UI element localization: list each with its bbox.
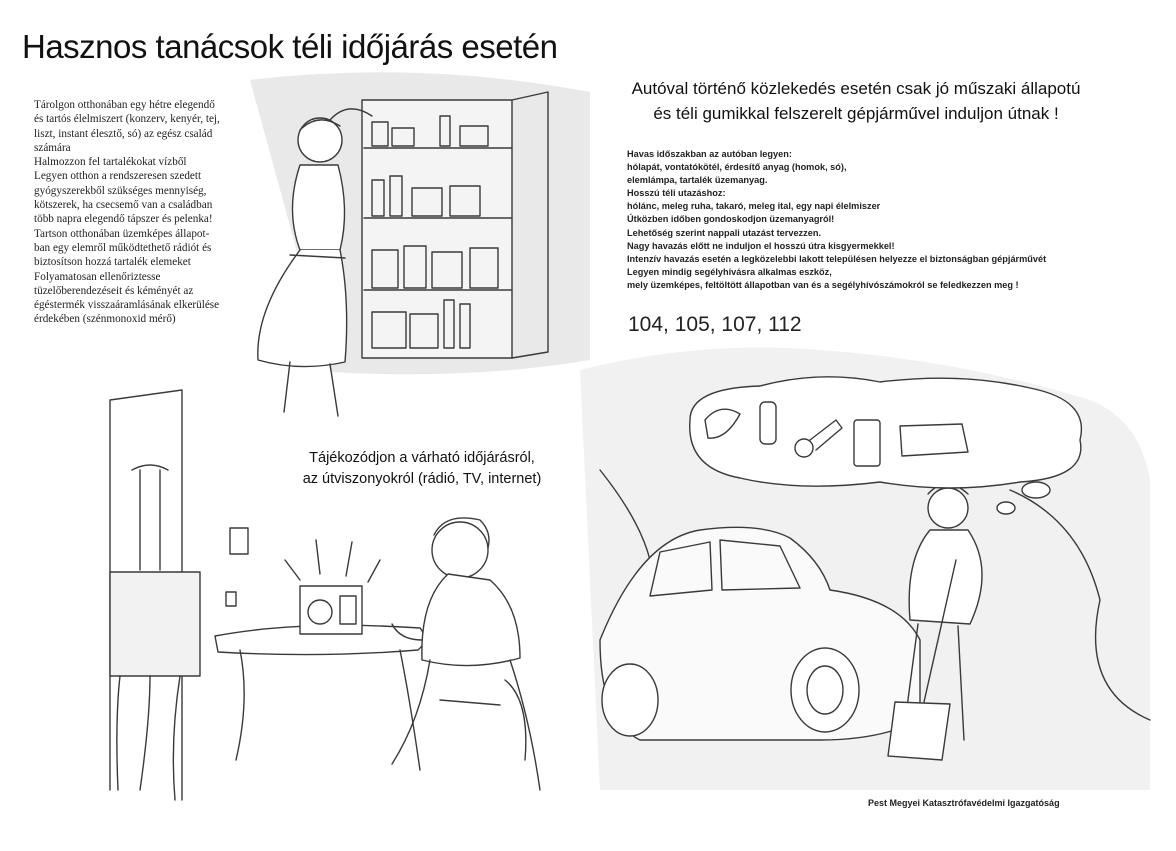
car-tip-line: Nagy havazás előtt ne induljon el hosszú útra kisgyermekkel! (627, 240, 895, 251)
driving-heading (596, 76, 1116, 126)
tip-line: liszt, instant élesztő, só) az egész család (34, 127, 213, 140)
car-tip-line: Hosszú téli utazáshoz: (627, 188, 726, 199)
car-tip-line: Útközben időben gondoskodjon üzemanyagról! (627, 214, 835, 225)
tip-line: érdekében (szénmonoxid mérő) (34, 313, 176, 326)
heading-line: és téli gumikkal felszerelt gépjárművel induljon útnak ! (653, 104, 1059, 123)
page-title: Hasznos tanácsok téli időjárás esetén (22, 28, 558, 65)
weather-line: Tájékozódjon a várható időjárásról, (309, 450, 535, 466)
car-tip-line: hólánc, meleg ruha, takaró, meleg ital, egy napi élelmiszer (627, 201, 881, 212)
emergency-numbers: 104, 105, 107, 112 (628, 313, 802, 336)
tip-line: Halmozzon fel tartalékokat vízből (34, 156, 187, 169)
tip-line: több napra elegendő tápszer és pelenka! (34, 213, 213, 226)
car-tip-line: mely üzemképes, feltöltött állapotban van és a segélyhívószámokról se feledkezzen meg ! (627, 279, 1019, 290)
tip-line: Tárolgon otthonában egy hétre elegendő (34, 99, 215, 111)
home-tips-text (34, 98, 284, 327)
tip-line: Folyamatosan ellenőriztesse (34, 270, 161, 283)
tip-line: gyógyszerekből szükséges mennyiség, (34, 184, 207, 197)
car-tip-line: Havas időszakban az autóban legyen: (627, 149, 792, 159)
car-tip-line: Intenzív havazás esetén a legközelebbi lakott településen helyezze el biztonságban gépjárművét (627, 253, 1047, 264)
tip-line: kötszerek, ha csecsemő van a családban (34, 199, 213, 212)
car-tip-line: elemlámpa, tartalék üzemanyag. (627, 175, 768, 186)
weather-note (272, 448, 572, 490)
weather-line: az útviszonyokról (rádió, TV, internet) (302, 471, 542, 487)
tip-line: Legyen otthon a rendszeresen szedett (34, 170, 202, 183)
footer-organization: Pest Megyei Katasztrófavédelmi Igazgatóság (868, 798, 1060, 808)
car-tips-text (627, 148, 1147, 292)
tip-line: Tartson otthonában üzemképes állapot- (34, 227, 210, 240)
tip-line: számára (34, 141, 71, 154)
woman-at-pantry-illustration (250, 72, 590, 416)
tip-line: égéstermék visszaáramlásának elkerülése (34, 299, 220, 312)
tip-line: ban egy elemről működtethető rádiót és (34, 241, 212, 254)
heading-line: Autóval történő közlekedés esetén csak jó műszaki állapotú (631, 79, 1081, 98)
tip-line: és tartós élelmiszert (konzerv, kenyér, tej, (34, 113, 220, 126)
tip-line: tüzelőberendezéseit és kéményét az (34, 284, 194, 297)
car-tip-line: Legyen mindig segélyhívásra alkalmas eszköz, (627, 266, 832, 277)
car-tip-line: Lehetőség szerint nappali utazást tervezzen. (627, 227, 822, 238)
tip-line: biztosítson hozzá tartalék elemeket (34, 256, 191, 269)
car-tip-line: hólapát, vontatókötél, érdesítő anyag (homok, só), (627, 162, 847, 173)
